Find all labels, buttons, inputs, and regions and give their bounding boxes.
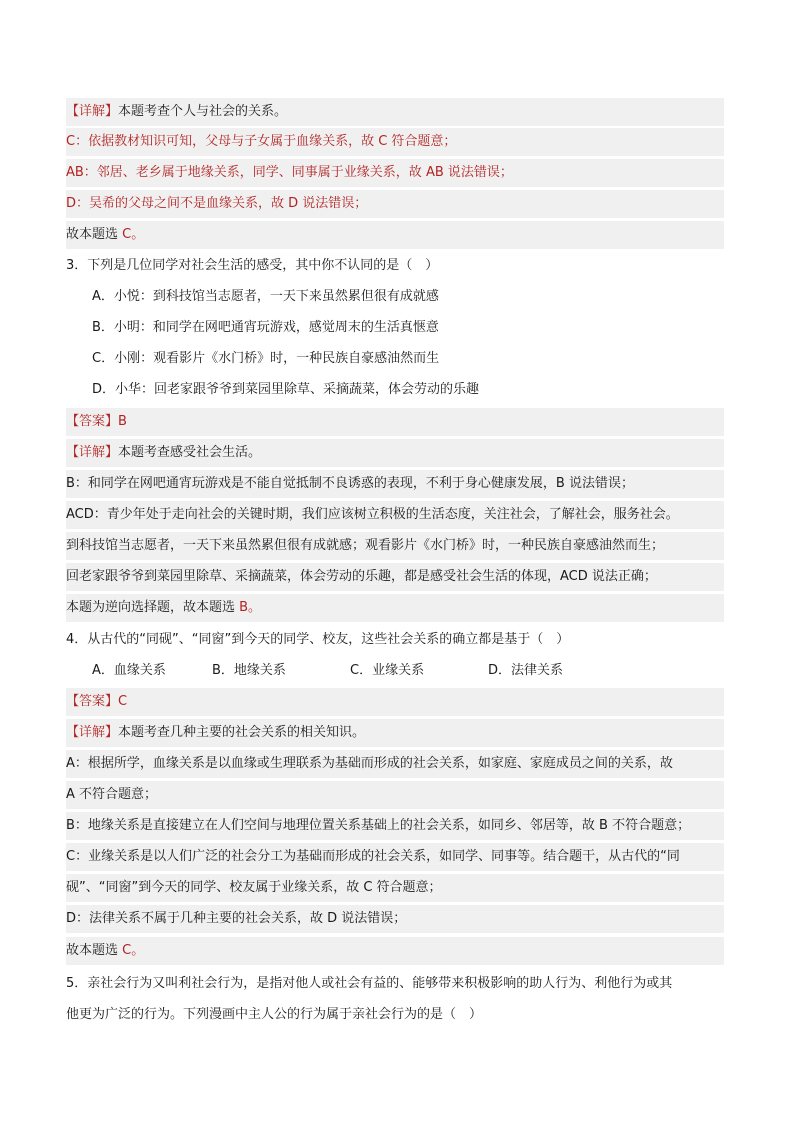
detail-label: 【详解】 bbox=[66, 725, 119, 740]
answer-label: 【答案】 bbox=[66, 414, 119, 429]
q4-analysis-a: A：根据所学，血缘关系是以血缘或生理联系为基础而形成的社会关系，如家庭、家庭成员之间的关系，故 bbox=[66, 750, 724, 778]
q3-analysis-acd-3: 回老家跟爷爷到菜园里除草、采摘蔬菜，体会劳动的乐趣，都是感受社会生活的体现，ACD 说法正确； bbox=[66, 563, 724, 591]
q4-option-b: B．地缘关系 bbox=[212, 663, 286, 678]
q4-analysis-c-2: 砚”、“同窗”到今天的同学、校友属于业缘关系，故 C 符合题意； bbox=[66, 874, 724, 902]
q3-detail-line bbox=[66, 439, 724, 467]
conclusion-answer: C。 bbox=[122, 227, 145, 242]
answer-value: C bbox=[118, 694, 128, 709]
answer-value: B bbox=[118, 414, 127, 429]
detail-text: 本题考查感受社会生活。 bbox=[118, 445, 262, 460]
q3-analysis-acd-2: 到科技馆当志愿者，一天下来虽然累但很有成就感；观看影片《水门桥》时，一种民族自豪感油然而生； bbox=[66, 532, 724, 560]
q3-answer bbox=[66, 408, 724, 436]
q2-analysis-ab: AB：邻居、老乡属于地缘关系，同学、同事属于业缘关系，故 AB 说法错误； bbox=[66, 159, 724, 187]
q3-stem: 3．下列是几位同学对社会生活的感受，其中你不认同的是（ ） bbox=[66, 258, 439, 273]
q2-analysis-c: C：依据教材知识可知，父母与子女属于血缘关系，故 C 符合题意； bbox=[66, 128, 724, 156]
q3-option-b: B．小明：和同学在网吧通宵玩游戏，感觉周末的生活真惬意 bbox=[92, 320, 439, 335]
q3-option-c: C．小刚：观看影片《水门桥》时，一种民族自豪感油然而生 bbox=[92, 351, 440, 366]
q4-options bbox=[92, 657, 724, 685]
detail-label: 【详解】 bbox=[66, 104, 119, 119]
q3-conclusion bbox=[66, 594, 724, 622]
q3-analysis-acd: ACD：青少年处于走向社会的关键时期，我们应该树立积极的生活态度，关注社会，了解社会，服务社会。 bbox=[66, 501, 724, 529]
q4-analysis-c: C：业缘关系是以人们广泛的社会分工为基础而形成的社会关系，如同学、同事等。结合题干，从古代的“同 bbox=[66, 843, 724, 871]
q2-detail-line bbox=[66, 98, 724, 126]
q2-conclusion bbox=[66, 221, 724, 249]
q2-analysis-d: D：吴希的父母之间不是血缘关系，故 D 说法错误； bbox=[66, 190, 724, 218]
q4-option-c: C．业缘关系 bbox=[350, 663, 425, 678]
conclusion-answer: C。 bbox=[122, 943, 145, 958]
q4-answer bbox=[66, 688, 724, 716]
q4-detail-line bbox=[66, 719, 724, 747]
conclusion-text: 故本题选 bbox=[66, 227, 123, 242]
q4-stem: 4．从古代的“同砚”、“同窗”到今天的同学、校友，这些社会关系的确立都是基于（ ） bbox=[66, 632, 570, 647]
q4-conclusion bbox=[66, 937, 724, 965]
conclusion-text: 故本题选 bbox=[66, 943, 123, 958]
conclusion-answer: B。 bbox=[239, 600, 262, 615]
q4-analysis-d: D：法律关系不属于几种主要的社会关系，故 D 说法错误； bbox=[66, 905, 724, 933]
detail-text: 本题考查个人与社会的关系。 bbox=[118, 104, 288, 119]
answer-label: 【答案】 bbox=[66, 694, 119, 709]
q4-analysis-b: B：地缘关系是直接建立在人们空间与地理位置关系基础上的社会关系，如同乡、邻居等，故 B 不符合题意； bbox=[66, 812, 724, 840]
q4-analysis-a-2: A 不符合题意； bbox=[66, 781, 724, 809]
conclusion-text: 本题为逆向选择题，故本题选 bbox=[66, 600, 240, 615]
detail-label: 【详解】 bbox=[66, 445, 119, 460]
q3-option-a: A．小悦：到科技馆当志愿者，一天下来虽然累但很有成就感 bbox=[92, 289, 439, 304]
detail-text: 本题考查几种主要的社会关系的相关知识。 bbox=[118, 725, 366, 740]
q4-option-a: A．血缘关系 bbox=[92, 663, 166, 678]
q3-analysis-b: B：和同学在网吧通宵玩游戏是不能自觉抵制不良诱惑的表现，不利于身心健康发展，B 说法错误； bbox=[66, 470, 724, 498]
q5-stem-2: 他更为广泛的行为。下列漫画中主人公的行为属于亲社会行为的是（ ） bbox=[66, 1007, 483, 1022]
q3-option-d: D．小华：回老家跟爷爷到菜园里除草、采摘蔬菜，体会劳动的乐趣 bbox=[92, 382, 480, 397]
q4-option-d: D．法律关系 bbox=[488, 663, 564, 678]
q5-stem: 5．亲社会行为又叫利社会行为，是指对他人或社会有益的、能够带来积极影响的助人行为、利他行为或其 bbox=[66, 976, 673, 991]
